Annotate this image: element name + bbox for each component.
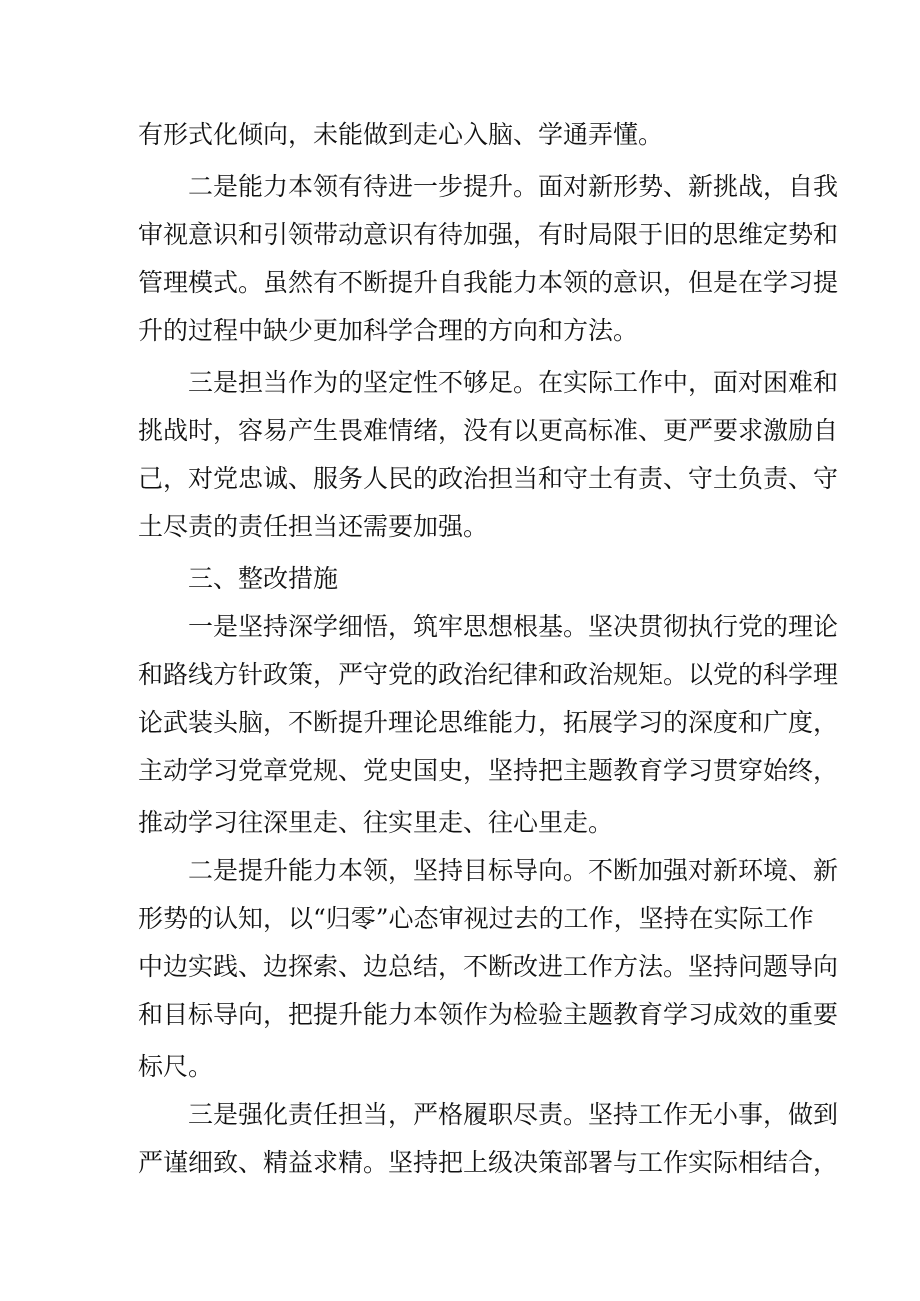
text-line-content: 有形式化倾向，未能做到走心入脑、学通弄懂。 [138, 120, 664, 149]
text-line [0, 806, 920, 840]
text-line [0, 902, 920, 936]
text-line [0, 462, 920, 496]
text-line-content: 中边实践、边探索、边总结，不断改进工作方法。坚持问题导向 [138, 952, 839, 981]
section-heading [0, 562, 920, 596]
text-line-content: 二是能力本领有待进一步提升。面对新形势、新挑战，自我 [188, 172, 839, 201]
text-line [0, 1050, 920, 1084]
text-line-content: 严谨细致、精益求精。坚持把上级决策部署与工作实际相结合， [138, 1148, 839, 1177]
text-line-content: 审视意识和引领带动意识有待加强，有时局限于旧的思维定势和 [138, 220, 839, 249]
text-line [0, 266, 920, 300]
paragraph-first-line [0, 366, 920, 400]
text-line [0, 314, 920, 348]
text-line-content: 土尽责的责任担当还需要加强。 [138, 512, 489, 541]
text-line-content: 标尺。 [138, 1052, 214, 1081]
text-line-content: 推动学习往深里走、往实里走、往心里走。 [138, 808, 614, 837]
text-line-content: 三是强化责任担当，严格履职尽责。坚持工作无小事，做到 [188, 1100, 839, 1129]
text-line-content: 论武装头脑，不断提升理论思维能力，拓展学习的深度和广度， [138, 708, 839, 737]
text-line-content: 管理模式。虽然有不断提升自我能力本领的意识，但是在学习提 [138, 268, 839, 297]
text-line [0, 510, 920, 544]
text-line-content: 形势的认知，以“归零”心态审视过去的工作，坚持在实际工作 [138, 904, 814, 933]
text-line [0, 658, 920, 692]
text-line-content: 二是提升能力本领，坚持目标导向。不断加强对新环境、新 [188, 856, 839, 885]
text-line [0, 998, 920, 1032]
text-line [0, 218, 920, 252]
paragraph-first-line [0, 610, 920, 644]
text-line-content: 己，对党忠诚、服务人民的政治担当和守土有责、守土负责、守 [138, 464, 839, 493]
text-line [0, 706, 920, 740]
text-line-content: 和路线方针政策，严守党的政治纪律和政治规矩。以党的科学理 [138, 660, 839, 689]
text-line-content: 一是坚持深学细悟，筑牢思想根基。坚决贯彻执行党的理论 [188, 612, 839, 641]
text-line [0, 118, 920, 152]
text-line [0, 1146, 920, 1180]
paragraph-first-line [0, 170, 920, 204]
text-line [0, 950, 920, 984]
text-line [0, 414, 920, 448]
text-line-content: 升的过程中缺少更加科学合理的方向和方法。 [138, 316, 639, 345]
paragraph-first-line [0, 1098, 920, 1132]
text-line-content: 和目标导向，把提升能力本领作为检验主题教育学习成效的重要 [138, 1000, 839, 1029]
text-line-content: 三是担当作为的坚定性不够足。在实际工作中，面对困难和 [188, 368, 839, 397]
text-line [0, 754, 920, 788]
paragraph-first-line [0, 854, 920, 888]
text-line-content: 主动学习党章党规、党史国史，坚持把主题教育学习贯穿始终， [138, 756, 839, 785]
text-line-content: 挑战时，容易产生畏难情绪，没有以更高标准、更严要求激励自 [138, 416, 839, 445]
section-heading-text: 三、整改措施 [188, 564, 339, 593]
